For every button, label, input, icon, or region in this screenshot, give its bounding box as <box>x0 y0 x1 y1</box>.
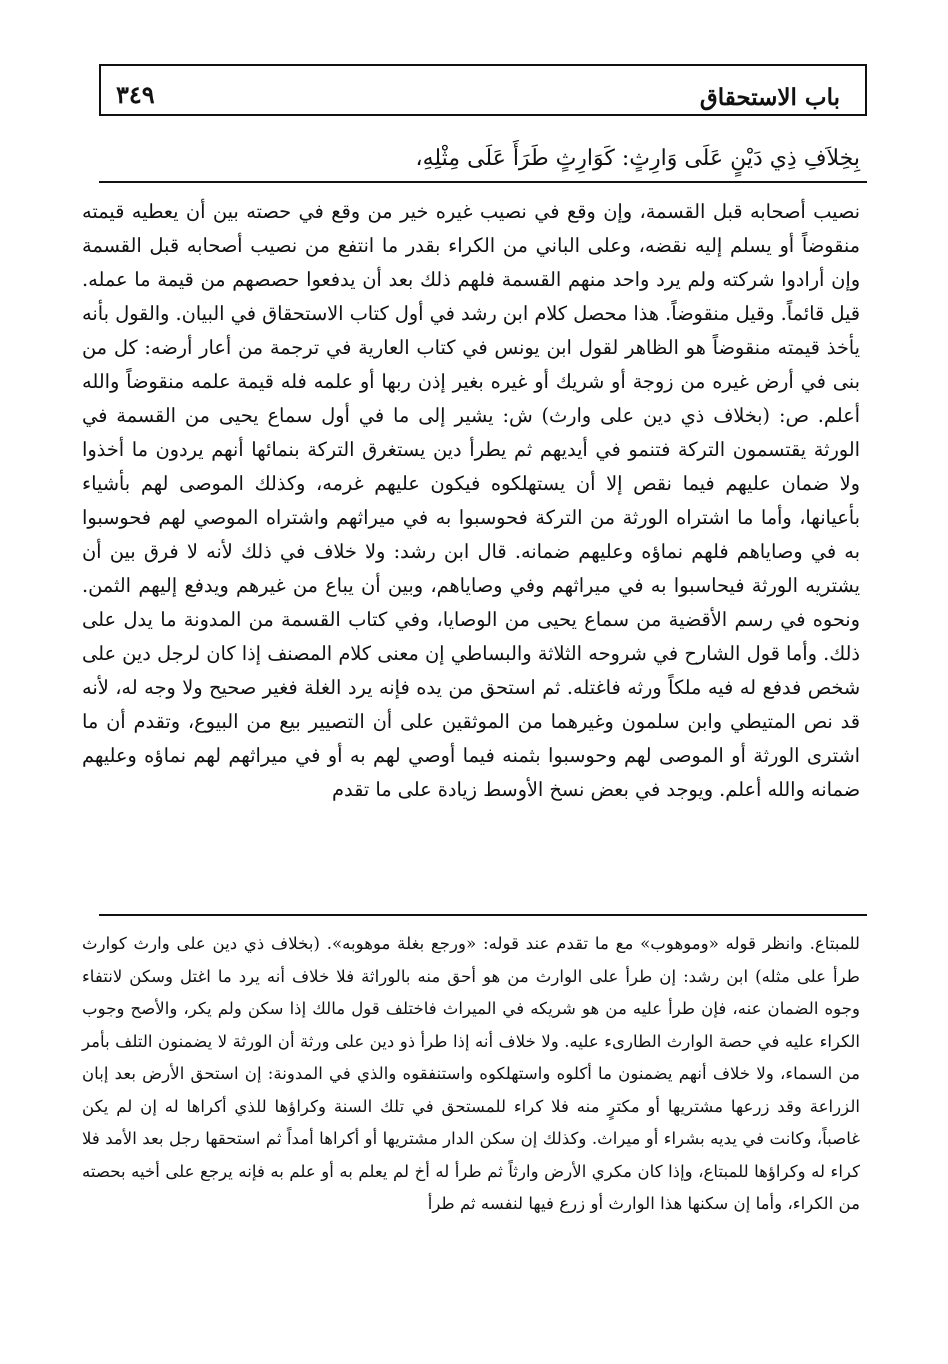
footnote-text <box>82 928 860 1328</box>
matn-verse: بِخِلاَفِ ذِي دَيْنٍ عَلَى وَارِثٍ: كَوَارِثٍ طَرَأَ عَلَى مِثْلِهِ، <box>415 146 860 171</box>
verse-divider <box>99 181 867 183</box>
footnote-divider <box>99 914 867 916</box>
commentary-text <box>82 195 860 907</box>
page-number: ٣٤٩ <box>116 80 155 109</box>
commentary-paragraph: نصيب أصحابه قبل القسمة، وإن وقع في نصيب غيره خير من وقع في حصته بين أن يعطيه قيمته منقوضاً أو يسلم إليه نقضه، وعلى الباني من الكراء بقدر ما انتفع من نصيب أصحابه قبل القسمة وإن أرادوا شركته ولم يرد واحد منهم القسمة فلهم ذلك بعد أن يدفعوا حصصهم من قيمة ما عمله. قيل قائماً. وقيل منقوضاً. هذا محصل كلام ابن رشد في أول كتاب الاستحقاق في البيان. والقول بأنه يأخذ قيمته منقوضاً هو الظاهر لقول ابن يونس في كتاب العارية في ترجمة من أعار أرضه: كل من بنى في أرض غيره من زوجة أو شريك أو غيره بغير إذن ربها أو علمه فله قيمة علمه منقوضاً والله أعلم. ص: (بخلاف ذي دين على وارث) ش: يشير إلى ما في أول سماع يحيى من القسمة في الورثة يقتسمون التركة فتنمو في أيديهم ثم يطرأ دين يستغرق التركة بنمائها أنهم يردون ما أخذوا ولا ضمان عليهم فيما نقص إلا أن يستهلكوه فيكون عليهم غرمه، وكذلك الموصى لهم بأشياء بأعيانها، وأما ما اشتراه الورثة من التركة فحوسبوا به في ميراثهم واشتراه الموصي لهم فحوسبوا به في وصاياهم فلهم نماؤه وعليهم ضمانه. قال ابن رشد: ولا خلاف في ذلك لأنه لا فرق بين أن يشتريه الورثة فيحاسبوا به في ميراثهم وفي وصاياهم، وبين أن يباع من غيرهم ويدفع إليهم الثمن. ونحوه في رسم الأقضية من سماع يحيى من الوصايا، وفي كتاب القسمة من المدونة ما يدل على ذلك. وأما قول الشارح في شروحه الثلاثة والبساطي إن معنى كلام المصنف إذا كان لرجل دين على شخص فدفع له فيه ملكاً ورثه فاغتله. ثم استحق من يده فإنه يرد الغلة فغير صحيح ولا وجه له، لأنه قد نص المتيطي وابن سلمون وغيرهما من الموثقين على أن التصيير بيع من البيوع، وتقدم أن ما اشترى الورثة أو الموصى لهم وحوسبوا بثمنه فيما أوصي لهم به أو في ميراثهم لهم نماؤه وعليهم ضمانه والله أعلم. ويوجد في بعض نسخ الأوسط زيادة على ما تقدم <box>82 200 860 801</box>
footnote-paragraph: للمبتاع. وانظر قوله «وموهوب» مع ما تقدم عند قوله: «ورجع بغلة موهوبه». (بخلاف ذي دين على وارث كوارث طرأ على مثله) ابن رشد: إن طرأ على الوارث من هو أحق منه بالوراثة فلا خلاف أنه يرد ما اغتل وسكن لانتفاء وجوه الضمان عنه، فإن طرأ عليه من هو شريكه في الميراث فاختلف قول مالك إذا سكن ولم يكر، والأصح وجوب الكراء عليه في حصة الوارث الطارىء عليه. ولا خلاف أنه إذا طرأ ذو دين على ورثة أن الورثة لا يضمنون التلف بأمر من السماء، ولا خلاف أنهم يضمنون ما أكلوه واستهلكوه واستنفقوه والذي في المدونة: إن استحق الأرض بعد إبان الزراعة وقد زرعها مشتريها أو مكترٍ منه فلا كراء للمستحق في تلك السنة وكراؤها للذي أكراها له إن لم يكن غاصباً، وكانت في يديه بشراء أو ميراث. وكذلك إن سكن الدار مشتريها أو أكراها أمداً ثم استحقها رجل بعد الأمد فلا كراء له وكراؤها للمبتاع، وإذا كان مكري الأرض وارثاً ثم طرأ له أخ لم يعلم به أو علم به فإنه يرجع على أخيه بحصته من الكراء، وأما إن سكنها هذا الوارث أو زرع فيها لنفسه ثم طرأ <box>82 934 861 1213</box>
chapter-title: باب الاستحقاق <box>699 84 840 111</box>
